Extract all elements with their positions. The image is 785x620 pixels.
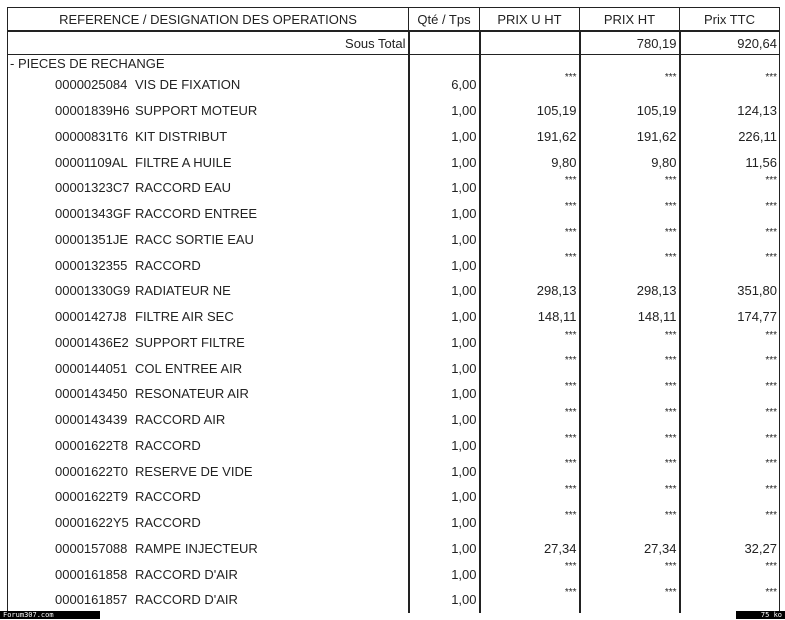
table-row	[8, 175, 780, 201]
item-designation	[8, 407, 409, 433]
item-unit-price: ***	[480, 72, 580, 98]
item-ref: 00001622T9	[55, 489, 129, 505]
table-row	[8, 355, 780, 381]
item-unit-price: ***	[480, 407, 580, 433]
table-row	[8, 536, 780, 562]
item-qty: 1,00	[409, 175, 480, 201]
item-price-ttc: ***	[680, 72, 780, 98]
item-ref: 00001622T0	[55, 463, 129, 479]
item-unit-price: ***	[480, 355, 580, 381]
item-price-ttc: ***	[680, 381, 780, 407]
item-ref: 0000144051	[55, 360, 128, 376]
item-designation	[8, 330, 409, 356]
item-ref: 00001323C7	[55, 180, 130, 196]
item-designation	[8, 124, 409, 150]
item-price-ttc: ***	[680, 252, 780, 278]
table-row	[8, 587, 780, 613]
subtotal-label: Sous Total	[8, 31, 409, 55]
item-ref: 00001839H6	[55, 103, 130, 119]
section-row	[8, 55, 780, 73]
table-row	[8, 381, 780, 407]
item-designation	[8, 587, 409, 613]
item-ref: 0000161857	[55, 592, 128, 608]
item-designation	[8, 536, 409, 562]
item-price-ttc: ***	[680, 330, 780, 356]
footer-watermark: Forum307.com	[0, 611, 100, 619]
item-price-ht: ***	[580, 330, 680, 356]
item-ref: 00000831T6	[55, 128, 129, 144]
item-ref: 0000161858	[55, 566, 128, 582]
item-price-ttc: ***	[680, 201, 780, 227]
table-row	[8, 330, 780, 356]
item-designation	[8, 355, 409, 381]
col-header-designation: REFERENCE / DESIGNATION DES OPERATIONS	[8, 8, 409, 32]
item-price-ht: ***	[580, 407, 680, 433]
item-price-ttc: ***	[680, 484, 780, 510]
item-designation	[8, 381, 409, 407]
item-designation	[8, 149, 409, 175]
table-row	[8, 252, 780, 278]
item-ref: 0000143439	[55, 412, 128, 428]
item-designation	[8, 175, 409, 201]
item-price-ht: ***	[580, 381, 680, 407]
col-header-price-ht: PRIX HT	[580, 8, 680, 32]
item-price-ttc: ***	[680, 561, 780, 587]
item-unit-price: ***	[480, 510, 580, 536]
item-price-ttc: 124,13	[680, 98, 780, 124]
item-price-ht: 298,13	[580, 278, 680, 304]
item-price-ht: ***	[580, 72, 680, 98]
item-qty: 1,00	[409, 587, 480, 613]
item-name: RACCORD ENTREE	[135, 206, 258, 222]
item-price-ttc: ***	[680, 227, 780, 253]
item-price-ht: ***	[580, 587, 680, 613]
item-qty: 1,00	[409, 407, 480, 433]
item-name: RACCORD	[135, 515, 201, 531]
item-price-ttc: ***	[680, 175, 780, 201]
table-row	[8, 124, 780, 150]
item-name: RACCORD	[135, 489, 201, 505]
col-header-qty: Qté / Tps	[409, 8, 480, 32]
item-name: RACCORD	[135, 257, 201, 273]
item-price-ttc: ***	[680, 355, 780, 381]
item-name: RACCORD D'AIR	[135, 566, 238, 582]
item-unit-price: ***	[480, 587, 580, 613]
table-row	[8, 98, 780, 124]
col-header-price-ttc: Prix TTC	[680, 8, 780, 32]
item-designation	[8, 252, 409, 278]
item-designation	[8, 510, 409, 536]
item-qty: 1,00	[409, 330, 480, 356]
item-ref: 00001622Y5	[55, 515, 129, 531]
item-name: RACCORD D'AIR	[135, 592, 238, 608]
item-designation	[8, 433, 409, 459]
item-price-ht: ***	[580, 175, 680, 201]
item-unit-price: 9,80	[480, 149, 580, 175]
table-row	[8, 304, 780, 330]
item-ref: 0000025084	[55, 77, 128, 93]
item-price-ttc: 226,11	[680, 124, 780, 150]
item-name: RADIATEUR NE	[135, 283, 231, 299]
item-name: RAMPE INJECTEUR	[135, 540, 258, 556]
item-price-ttc: ***	[680, 587, 780, 613]
item-name: COL ENTREE AIR	[135, 360, 243, 376]
item-name: RACCORD EAU	[135, 180, 232, 196]
item-ref: 0000143450	[55, 386, 128, 402]
item-unit-price: ***	[480, 227, 580, 253]
item-price-ttc: ***	[680, 458, 780, 484]
item-designation	[8, 98, 409, 124]
item-name: RACCORD	[135, 437, 201, 453]
item-name: SUPPORT MOTEUR	[135, 103, 258, 119]
table-row	[8, 458, 780, 484]
item-qty: 1,00	[409, 355, 480, 381]
table-row	[8, 407, 780, 433]
item-price-ht: ***	[580, 484, 680, 510]
item-name: RESERVE DE VIDE	[135, 463, 253, 479]
table-row	[8, 561, 780, 587]
item-ref: 00001351JE	[55, 231, 129, 247]
item-qty: 1,00	[409, 484, 480, 510]
item-unit-price: ***	[480, 175, 580, 201]
subtotal-ttc: 920,64	[680, 31, 780, 55]
item-ref: 00001343GF	[55, 206, 131, 222]
item-name: RACCORD AIR	[135, 412, 226, 428]
item-name: RESONATEUR AIR	[135, 386, 249, 402]
item-unit-price: ***	[480, 484, 580, 510]
item-qty: 1,00	[409, 227, 480, 253]
item-ref: 00001109AL	[55, 154, 128, 170]
item-qty: 1,00	[409, 510, 480, 536]
item-ref: 00001622T8	[55, 437, 129, 453]
item-designation	[8, 227, 409, 253]
item-price-ttc: 174,77	[680, 304, 780, 330]
item-ref: 0000132355	[55, 257, 128, 273]
subtotal-ht: 780,19	[580, 31, 680, 55]
item-price-ttc: 32,27	[680, 536, 780, 562]
item-name: SUPPORT FILTRE	[135, 334, 245, 350]
item-qty: 1,00	[409, 278, 480, 304]
item-qty: 1,00	[409, 304, 480, 330]
item-unit-price: ***	[480, 458, 580, 484]
item-price-ht: ***	[580, 227, 680, 253]
item-price-ht: 27,34	[580, 536, 680, 562]
item-price-ht: 105,19	[580, 98, 680, 124]
item-price-ttc: ***	[680, 433, 780, 459]
section-title: - PIECES DE RECHANGE	[8, 55, 409, 73]
item-unit-price: ***	[480, 330, 580, 356]
item-ref: 00001330G9	[55, 283, 131, 299]
item-designation	[8, 201, 409, 227]
item-qty: 1,00	[409, 381, 480, 407]
table-row	[8, 227, 780, 253]
item-unit-price: ***	[480, 252, 580, 278]
item-name: RACC SORTIE EAU	[135, 231, 254, 247]
item-price-ht: 148,11	[580, 304, 680, 330]
item-name: VIS DE FIXATION	[135, 77, 241, 93]
table-row	[8, 484, 780, 510]
item-qty: 1,00	[409, 458, 480, 484]
item-price-ttc: 351,80	[680, 278, 780, 304]
item-designation	[8, 561, 409, 587]
item-price-ttc: ***	[680, 510, 780, 536]
item-price-ttc: ***	[680, 407, 780, 433]
table-row	[8, 149, 780, 175]
item-designation	[8, 458, 409, 484]
item-price-ht: ***	[580, 561, 680, 587]
item-unit-price: ***	[480, 433, 580, 459]
item-designation	[8, 304, 409, 330]
item-ref: 0000157088	[55, 540, 128, 556]
item-designation	[8, 484, 409, 510]
item-qty: 1,00	[409, 201, 480, 227]
item-qty: 1,00	[409, 433, 480, 459]
table-row	[8, 278, 780, 304]
item-qty: 1,00	[409, 98, 480, 124]
item-designation	[8, 72, 409, 98]
table-row	[8, 72, 780, 98]
item-name: KIT DISTRIBUT	[135, 128, 228, 144]
item-designation	[8, 278, 409, 304]
item-price-ht: 191,62	[580, 124, 680, 150]
item-unit-price: ***	[480, 381, 580, 407]
item-price-ht: ***	[580, 458, 680, 484]
table-row	[8, 201, 780, 227]
item-unit-price: 148,11	[480, 304, 580, 330]
item-price-ht: ***	[580, 201, 680, 227]
item-qty: 1,00	[409, 561, 480, 587]
item-unit-price: 298,13	[480, 278, 580, 304]
item-ref: 00001436E2	[55, 334, 129, 350]
header-row	[8, 8, 780, 32]
item-unit-price: 191,62	[480, 124, 580, 150]
item-qty: 1,00	[409, 536, 480, 562]
item-unit-price: ***	[480, 561, 580, 587]
table-row	[8, 510, 780, 536]
item-price-ht: 9,80	[580, 149, 680, 175]
item-qty: 1,00	[409, 149, 480, 175]
col-header-unit-price: PRIX U HT	[480, 8, 580, 32]
item-price-ht: ***	[580, 510, 680, 536]
item-price-ht: ***	[580, 355, 680, 381]
table-row	[8, 433, 780, 459]
item-unit-price: 27,34	[480, 536, 580, 562]
item-name: FILTRE A HUILE	[135, 154, 232, 170]
invoice-table	[7, 7, 780, 613]
item-ref: 00001427J8	[55, 309, 127, 325]
item-qty: 6,00	[409, 72, 480, 98]
footer-file-size: 75 ko	[736, 611, 785, 619]
item-unit-price: 105,19	[480, 98, 580, 124]
item-qty: 1,00	[409, 124, 480, 150]
item-price-ttc: 11,56	[680, 149, 780, 175]
item-qty: 1,00	[409, 252, 480, 278]
item-price-ht: ***	[580, 433, 680, 459]
item-unit-price: ***	[480, 201, 580, 227]
subtotal-row	[8, 31, 780, 55]
item-price-ht: ***	[580, 252, 680, 278]
item-name: FILTRE AIR SEC	[135, 309, 234, 325]
